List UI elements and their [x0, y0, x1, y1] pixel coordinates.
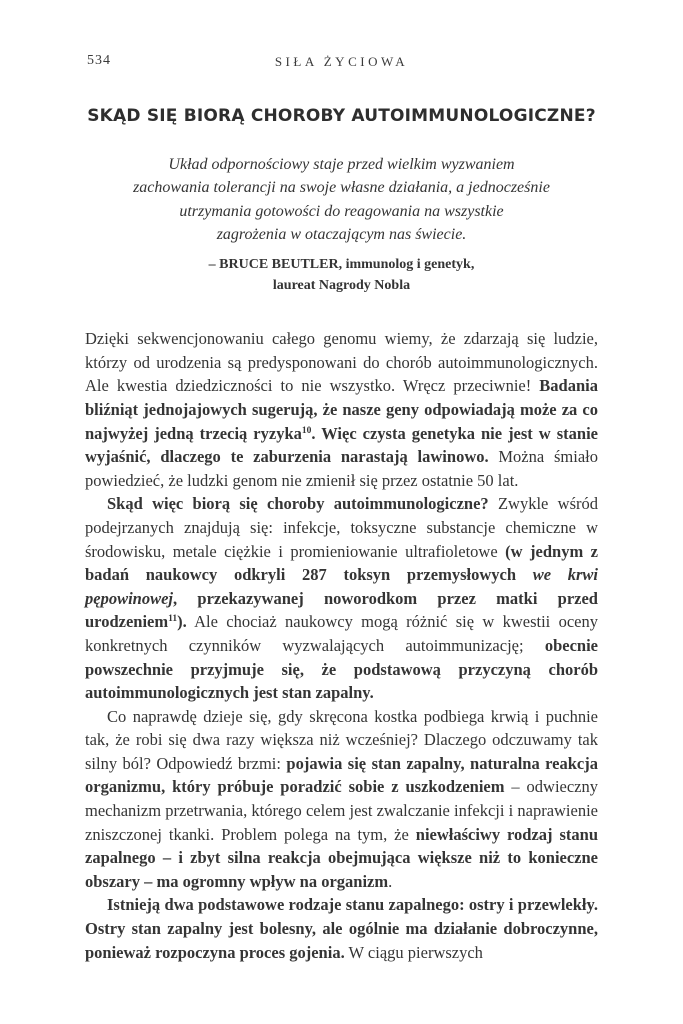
page-number: 534 — [87, 53, 111, 68]
chapter-title: SKĄD SIĘ BIORĄ CHOROBY AUTOIMMUNOLOGICZNE? — [87, 106, 596, 126]
text-run: . Więc czysta genetyka nie jest w stanie wyjaśnić, dlaczego te zaburzenia narastają lawinowo. — [85, 423, 598, 467]
text-run: niewłaściwy rodzaj stanu zapalnego – i zbyt silna reakcja obejmująca większe niż to konieczne obszary – ma ogromny wpływ na organizm — [85, 824, 598, 891]
footnote-marker: 11 — [168, 614, 178, 625]
text-run: we krwi pępowinowej — [85, 565, 598, 608]
text-run: Ale chociaż naukowcy mogą różnić się w kwestii oceny konkretnych czynników wyzwalających autoimmunizację; — [85, 612, 598, 655]
text-run: ). — [177, 612, 187, 632]
text-run: pojawia się stan zapalny, naturalna reakcja organizmu, który próbuje poradzić sobie z uszkodzeniem — [85, 753, 598, 797]
text-run: , przekazywanej noworodkom przez matki przed urodzeniem — [85, 588, 598, 632]
text-run: obecnie powszechnie przyjmuje się, że podstawową przyczyną chorób autoimmunologicznych jest stan zapalny. — [85, 635, 598, 703]
attribution-line: laureat Nagrody Nobla — [272, 278, 411, 294]
paragraph-4 — [85, 893, 598, 964]
text-run: Zwykle wśród podejrzanych znajdują się: infekcje, toksyczne substancje chemiczne w środowisku, metale ciężkie i promieniowanie ultrafioletowe — [85, 494, 598, 561]
text-run: Badania bliźniąt jednojajowych sugerują, że nasze geny odpowiadają może za co najwyżej jedną trzecią ryzyka — [85, 376, 598, 443]
epigraph — [85, 153, 598, 296]
running-title: SIŁA ŻYCIOWA — [274, 54, 409, 69]
text-run: Co naprawdę dzieje się, gdy skręcona kostka podbiega krwią i puchnie tak, że robi się dwa razy większa niż wcześniej? Dlaczego odczuwamy tak silny ból? Odpowiedź brzmi: — [85, 706, 598, 773]
epigraph-quote — [85, 153, 598, 246]
text-run: W ciągu pierwszych — [344, 942, 483, 962]
text-run: Można śmiało powiedzieć, że ludzki genom nie zmienił się przez ostatnie 50 lat. — [85, 447, 598, 490]
text-run: (w jednym z badań naukowcy odkryli 287 toksyn przemysłowych — [85, 541, 599, 585]
quote-line: utrzymania gotowości do reagowania na wszystkie — [179, 202, 504, 220]
paragraph-2 — [85, 492, 598, 704]
quote-line: zagrożenia w otaczającym nas świecie. — [216, 225, 467, 243]
quote-line: Układ odpornościowy staje przed wielkim wyzwaniem — [168, 156, 515, 173]
quote-line: zachowania tolerancji na swoje własne działania, a jednocześnie — [133, 179, 550, 197]
running-header — [85, 53, 598, 70]
text-run: – odwieczny mechanizm przetrwania, którego celem jest zwalczanie infekcji i naprawienie zniszczonej tkanki. Problem polega na tym, że — [85, 777, 598, 844]
text-run: Dzięki sekwencjonowaniu całego genomu wiemy, że zdarzają się ludzie, którzy od urodzenia są predysponowani do chorób autoimmunologicznych. Ale kwestia dziedziczności to nie wszystko. Wręcz przeciwnie! — [85, 329, 598, 396]
text-run: Skąd więc biorą się choroby autoimmunologiczne? — [107, 494, 489, 514]
text-run: Istnieją dwa podstawowe rodzaje stanu zapalnego: ostry i przewlekły. Ostry stan zapalny jest bolesny, ale ogólnie ma działanie dobroczynne, ponieważ rozpoczyna proces gojenia. — [85, 895, 598, 962]
text-run: . — [388, 871, 393, 891]
paragraph-1 — [85, 327, 598, 492]
attribution-line: – BRUCE BEUTLER, immunolog i genetyk, — [208, 257, 475, 273]
footnote-marker: 10 — [301, 425, 312, 436]
paragraph-3 — [85, 705, 598, 894]
body-text — [85, 327, 598, 964]
epigraph-attribution — [85, 254, 598, 296]
